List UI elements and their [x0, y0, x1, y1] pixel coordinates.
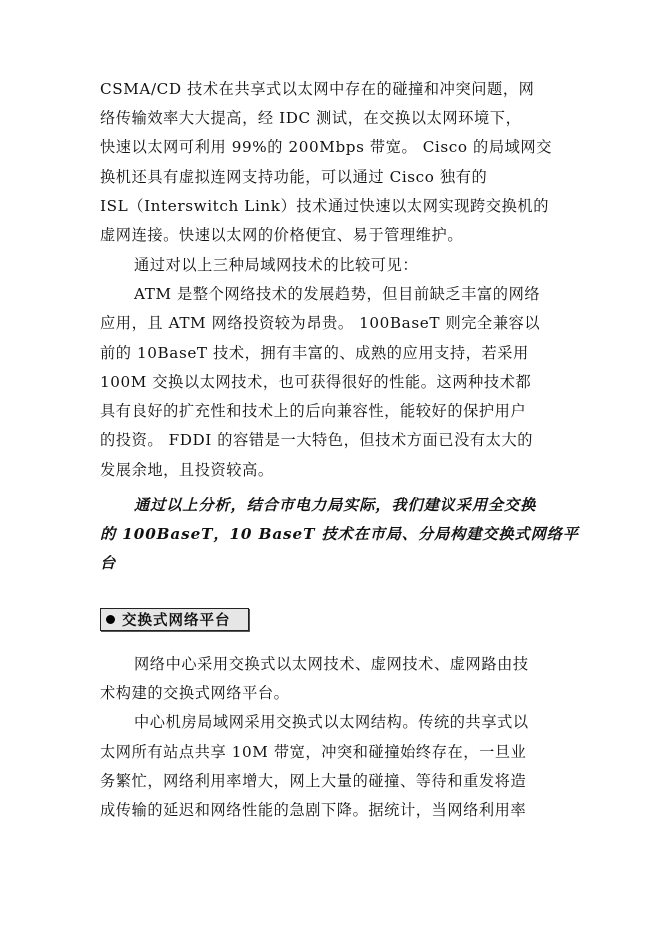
paragraph-line: 快速以太网可利用 99%的 200Mbps 带宽。 Cisco 的局域网交	[100, 138, 552, 156]
paragraph-line: 换机还具有虚拟连网支持功能，可以通过 Cisco 独有的	[100, 168, 488, 186]
section-title: 交换式网络平台	[122, 612, 231, 629]
paragraph-line: 的投资。 FDDI 的容错是一大特色，但技术方面已没有太大的	[100, 431, 534, 449]
paragraph-line: 务繁忙，网络利用率增大，网上大量的碰撞、等待和重发将造	[100, 772, 527, 790]
paragraph-line: 发展余地，且投资较高。	[100, 461, 274, 479]
paragraph-line: ATM 是整个网络技术的发展趋势，但目前缺乏丰富的网络	[134, 285, 541, 303]
paragraph-line: 成传输的延迟和网络性能的急剧下降。据统计，当网络利用率	[100, 801, 527, 819]
paragraph-line: 网络中心采用交换式以太网技术、虚网技术、虚网路由技	[134, 655, 529, 673]
paragraph-line: CSMA/CD 技术在共享式以太网中存在的碰撞和冲突问题，网	[100, 80, 535, 98]
paragraph-line: 应用，且 ATM 网络投资较为昂贵。 100BaseT 则完全兼容以	[100, 314, 541, 332]
paragraph-line: 通过对以上三种局域网技术的比较可见：	[134, 256, 419, 274]
paragraph-line: 前的 10BaseT 技术，拥有丰富的、成熟的应用支持，若采用	[100, 344, 529, 362]
paragraph-line: 络传输效率大大提高，经 IDC 测试，在交换以太网环境下，	[100, 109, 522, 127]
conclusion-line: 的 100BaseT，10 BaseT 技术在市局、分局构建交换式网络平	[100, 525, 579, 543]
paragraph-line: 虚网连接。快速以太网的价格便宜、易于管理维护。	[100, 226, 464, 244]
conclusion-line: 台	[100, 554, 117, 572]
paragraph-line: ISL（Interswitch Link）技术通过快速以太网实现跨交换机的	[100, 197, 549, 215]
paragraph-line: 具有良好的扩充性和技术上的后向兼容性，能较好的保护用户	[100, 402, 527, 420]
conclusion-line: 通过以上分析，结合市电力局实际，我们建议采用全交换	[134, 496, 537, 514]
paragraph-line: 中心机房局域网采用交换式以太网结构。传统的共享式以	[134, 713, 529, 731]
section-heading	[100, 608, 249, 631]
paragraph-line: 100M 交换以太网技术，也可获得很好的性能。这两种技术都	[100, 373, 532, 391]
paragraph-line: 太网所有站点共享 10M 带宽，冲突和碰撞始终存在，一旦业	[100, 743, 527, 761]
paragraph-line: 术构建的交换式网络平台。	[100, 684, 290, 702]
bullet-icon	[106, 615, 115, 624]
